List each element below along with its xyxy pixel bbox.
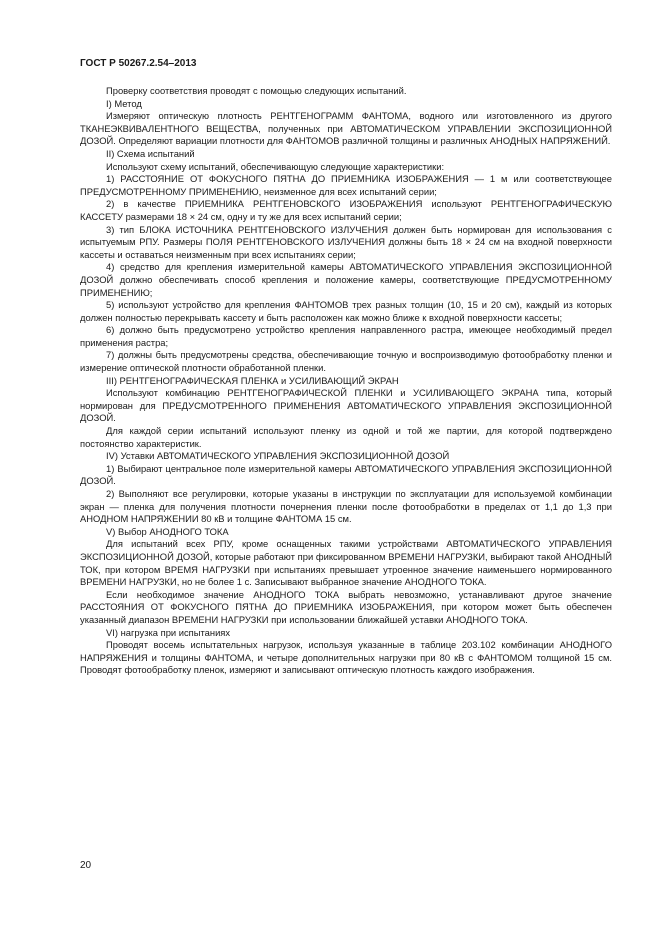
section-heading: I) Метод	[106, 97, 142, 109]
paragraph: Для каждой серии испытаний используют пленку из одной и той же партии, для которой подтверждено постоянство характеристик.	[80, 425, 612, 449]
document-header: ГОСТ Р 50267.2.54–2013	[80, 58, 197, 69]
paragraph: Используют схему испытаний, обеспечивающую следующие характеристики:	[106, 160, 445, 172]
section-heading: II) Схема испытаний	[106, 147, 195, 159]
list-item: 2) Выполняют все регулировки, которые указаны в инструкции по эксплуатации для используемой комбинации экран — пленка для получения плотности почернения пленки после фотообработки в пределах от 1,1 до 1,3 при АНОДНОМ НАПРЯЖЕНИИ 80 кВ и толщине ФАНТОМА 15 см.	[80, 488, 612, 525]
list-item: 5) используют устройство для крепления ФАНТОМОВ трех разных толщин (10, 15 и 20 см), каждый из которых должен полностью перекрывать кассету и быть расположен как можно ближе к входной поверхности кассеты;	[80, 299, 612, 323]
paragraph: Проводят восемь испытательных нагрузок, используя указанные в таблице 203.102 комбинации АНОДНОГО НАПРЯЖЕНИЯ и толщины ФАНТОМА, и четыре дополнительных нагрузки при 80 кВ с ФАНТОМОМ толщиной 15 см. Проводят фотообработку пленок, измеряют и записывают оптическую плотность каждого изображения.	[80, 639, 612, 676]
document-body	[80, 85, 612, 677]
section-heading: V) Выбор АНОДНОГО ТОКА	[106, 525, 229, 537]
section-heading: III) РЕНТГЕНОГРАФИЧЕСКАЯ ПЛЕНКА и УСИЛИВАЮЩИЙ ЭКРАН	[106, 374, 399, 386]
list-item: 4) средство для крепления измерительной камеры АВТОМАТИЧЕСКОГО УПРАВЛЕНИЯ ЭКСПОЗИЦИОННОЙ ДОЗОЙ должно обеспечивать способ крепления и положение камеры, соответствующие ПРЕДУСМОТРЕННОМУ ПРИМЕНЕНИЮ;	[80, 261, 612, 298]
page-number: 20	[80, 860, 92, 871]
paragraph: Используют комбинацию РЕНТГЕНОГРАФИЧЕСКОЙ ПЛЕНКИ и УСИЛИВАЮЩЕГО ЭКРАНА типа, который нормирован для ПРЕДУСМОТРЕННОГО ПРИМЕНЕНИЯ АВТОМАТИЧЕСКОГО УПРАВЛЕНИЯ ЭКСПОЗИЦИОННОЙ ДОЗОЙ.	[80, 387, 612, 424]
paragraph: Для испытаний всех РПУ, кроме оснащенных такими устройствами АВТОМАТИЧЕСКОГО УПРАВЛЕНИЯ ЭКСПОЗИЦИОННОЙ ДОЗОЙ, которые работают при фиксированном ВРЕМЕНИ НАГРУЗКИ, выбирают такой АНОДНЫЙ ТОК, при котором ВРЕМЯ НАГРУЗКИ при испытаниях превышает утроенное значение наименьшего нормированного ВРЕМЕНИ НАГРУЗКИ, но не более 1 с. Записывают выбранное значение АНОДНОГО ТОКА.	[80, 538, 612, 588]
list-item: 3) тип БЛОКА ИСТОЧНИКА РЕНТГЕНОВСКОГО ИЗЛУЧЕНИЯ должен быть нормирован для использования с испытуемым РПУ. Размеры ПОЛЯ РЕНТГЕНОВСКОГО ИЗЛУЧЕНИЯ должны быть 18 × 24 см на входной поверхности кассеты и оставаться неизменным при всех испытаниях серии;	[80, 223, 612, 260]
section-heading: IV) Уставки АВТОМАТИЧЕСКОГО УПРАВЛЕНИЯ ЭКСПОЗИЦИОННОЙ ДОЗОЙ	[106, 450, 450, 462]
paragraph: Проверку соответствия проводят с помощью следующих испытаний.	[106, 85, 407, 96]
list-item: 1) РАССТОЯНИЕ ОТ ФОКУСНОГО ПЯТНА ДО ПРИЕМНИКА ИЗОБРАЖЕНИЯ — 1 м или соответствующее ПРЕДУСМОТРЕННОМУ ПРИМЕНЕНИЮ, неизменное для всех испытаний серии;	[80, 173, 612, 197]
list-item: 6) должно быть предусмотрено устройство крепления направленного растра, имеющее необходимый предел применения растра;	[80, 324, 612, 348]
list-item: 2) в качестве ПРИЕМНИКА РЕНТГЕНОВСКОГО ИЗОБРАЖЕНИЯ используют РЕНТГЕНОГРАФИЧЕСКУЮ КАССЕТУ размерами 18 × 24 см, одну и ту же для всех испытаний серии;	[80, 198, 612, 222]
paragraph: Измеряют оптическую плотность РЕНТГЕНОГРАММ ФАНТОМА, водного или изготовленного из другого ТКАНЕЭКВИВАЛЕНТНОГО ВЕЩЕСТВА, полученных при АВТОМАТИЧЕСКОМ УПРАВЛЕНИИ ЭКСПОЗИЦИОННОЙ ДОЗОЙ. Определяют вариации плотности для ФАНТОМОВ различной толщины и различных АНОДНЫХ НАПРЯЖЕНИЙ.	[80, 110, 612, 147]
section-heading: VI) нагрузка при испытаниях	[106, 626, 231, 638]
paragraph: Если необходимое значение АНОДНОГО ТОКА выбрать невозможно, устанавливают другое значение РАССТОЯНИЯ ОТ ФОКУСНОГО ПЯТНА ДО ПРИЕМНИКА ИЗОБРАЖЕНИЯ, при котором может быть обеспечен указанный диапазон ВРЕМЕНИ НАГРУЗКИ при использовании ближайшей уставки АНОДНОГО ТОКА.	[80, 588, 612, 625]
list-item: 1) Выбирают центральное поле измерительной камеры АВТОМАТИЧЕСКОГО УПРАВЛЕНИЯ ЭКСПОЗИЦИОННОЙ ДОЗОЙ.	[80, 462, 612, 487]
list-item: 7) должны быть предусмотрены средства, обеспечивающие точную и воспроизводимую фотообработку пленки и измерение оптической плотности обработанной пленки.	[80, 349, 612, 374]
